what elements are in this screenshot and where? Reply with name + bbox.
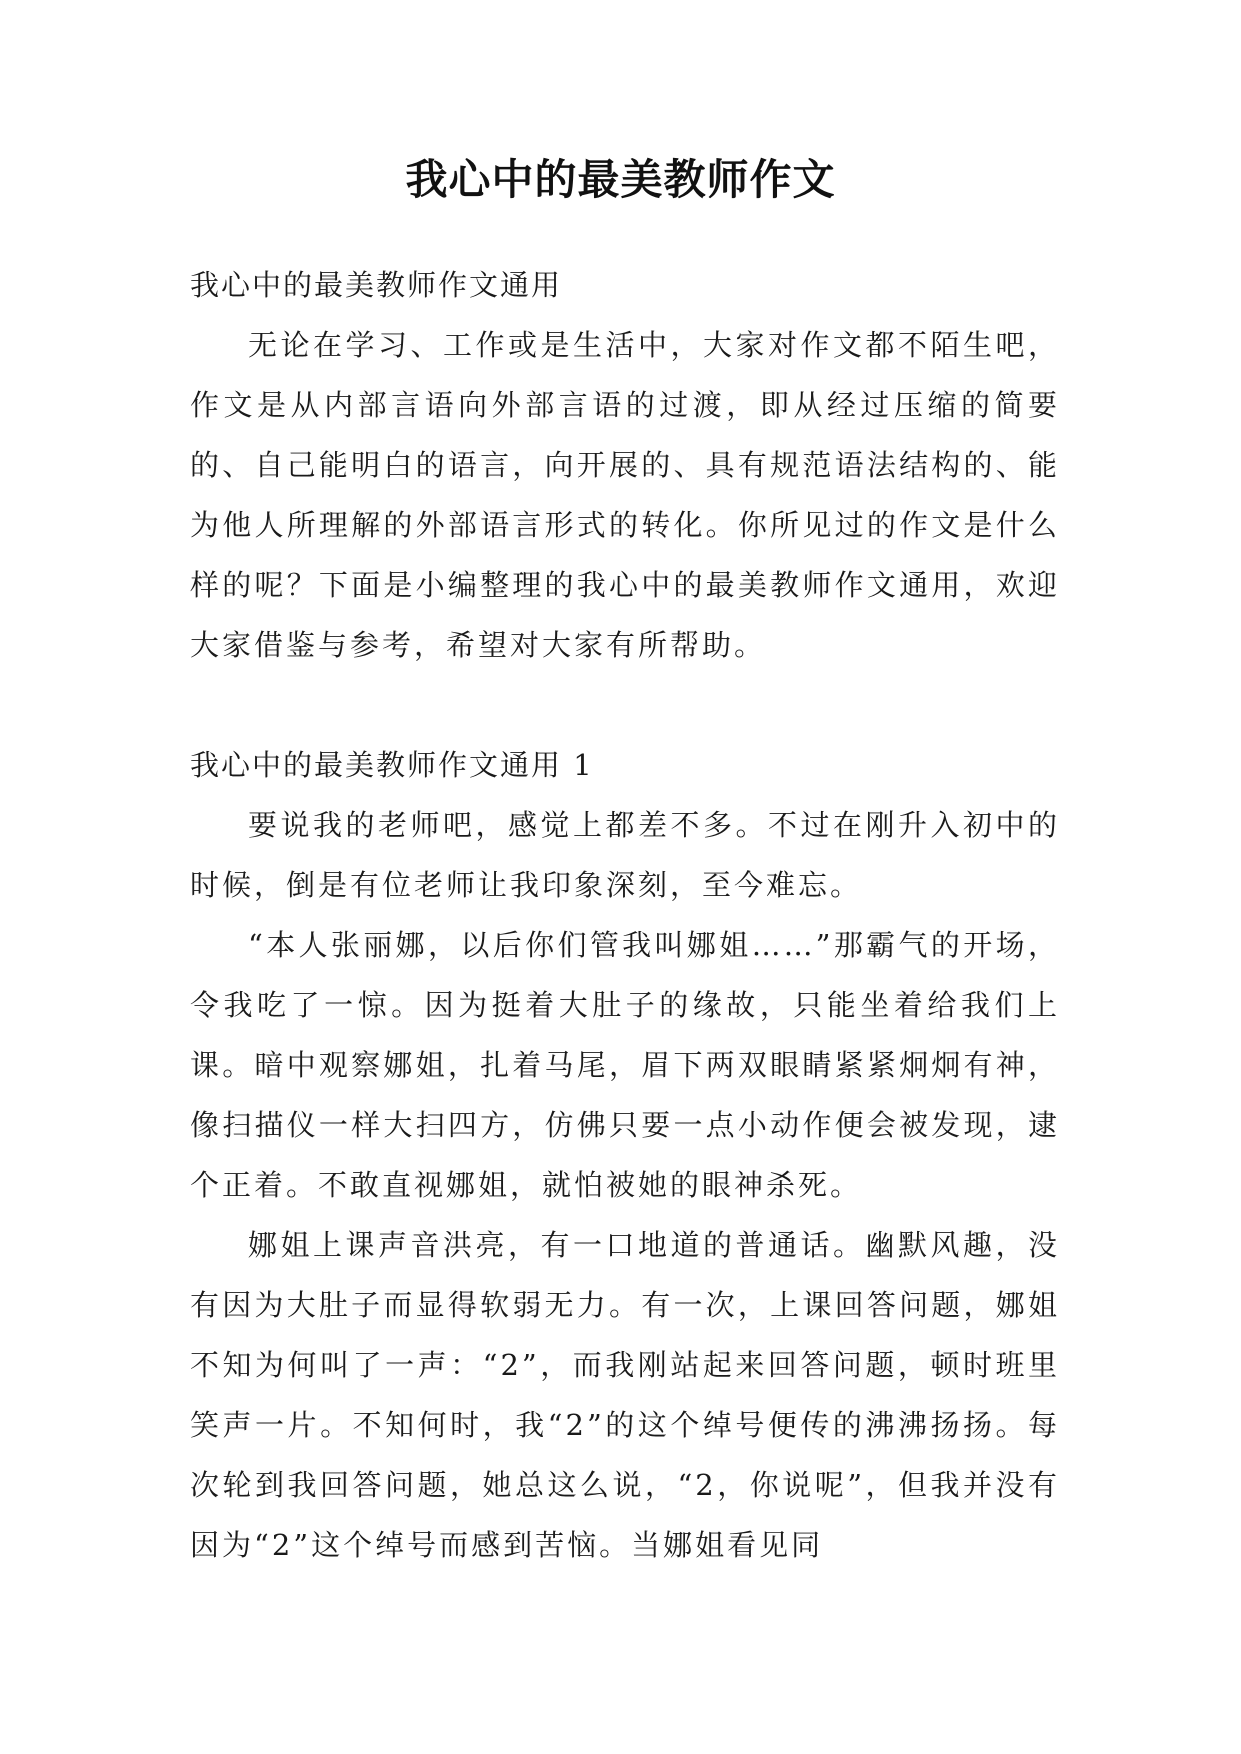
document-title: 我心中的最美教师作文	[405, 155, 836, 204]
intro-paragraph: 无论在学习、工作或是生活中，大家对作文都不陌生吧，作文是从内部言语向外部言语的过渡，即从经过压缩的简要的、自己能明白的语言，向开展的、具有规范语法结构的、能为他人所理解的外部语言形式的转化。你所见过的作文是什么样的呢？下面是小编整理的我心中的最美教师作文通用，欢迎大家借鉴与参考，希望对大家有所帮助。	[190, 328, 1060, 662]
body-paragraph: 娜姐上课声音洪亮，有一口地道的普通话。幽默风趣，没有因为大肚子而显得软弱无力。有一次，上课回答问题，娜姐不知为何叫了一声：“2”，而我刚站起来回答问题，顿时班里笑声一片。不知何时，我“2”的这个绰号便传的沸沸扬扬。每次轮到我回答问题，她总这么说，“2，你说呢”，但我并没有因为“2”这个绰号而感到苦恼。当娜姐看见同	[190, 1228, 1060, 1562]
intro-heading: 我心中的最美教师作文通用	[190, 268, 563, 302]
section-heading: 我心中的最美教师作文通用 1	[190, 748, 594, 782]
body-paragraph: “本人张丽娜，以后你们管我叫娜姐……”那霸气的开场，令我吃了一惊。因为挺着大肚子的缘故，只能坐着给我们上课。暗中观察娜姐，扎着马尾，眉下两双眼睛紧紧炯炯有神，像扫描仪一样大扫四方，仿佛只要一点小动作便会被发现，逮个正着。不敢直视娜姐，就怕被她的眼神杀死。	[190, 928, 1060, 1202]
body-paragraph: 要说我的老师吧，感觉上都差不多。不过在刚升入初中的时候，倒是有位老师让我印象深刻，至今难忘。	[190, 808, 1060, 902]
paragraph-spacer	[190, 675, 1060, 735]
document-body	[190, 255, 1060, 1575]
